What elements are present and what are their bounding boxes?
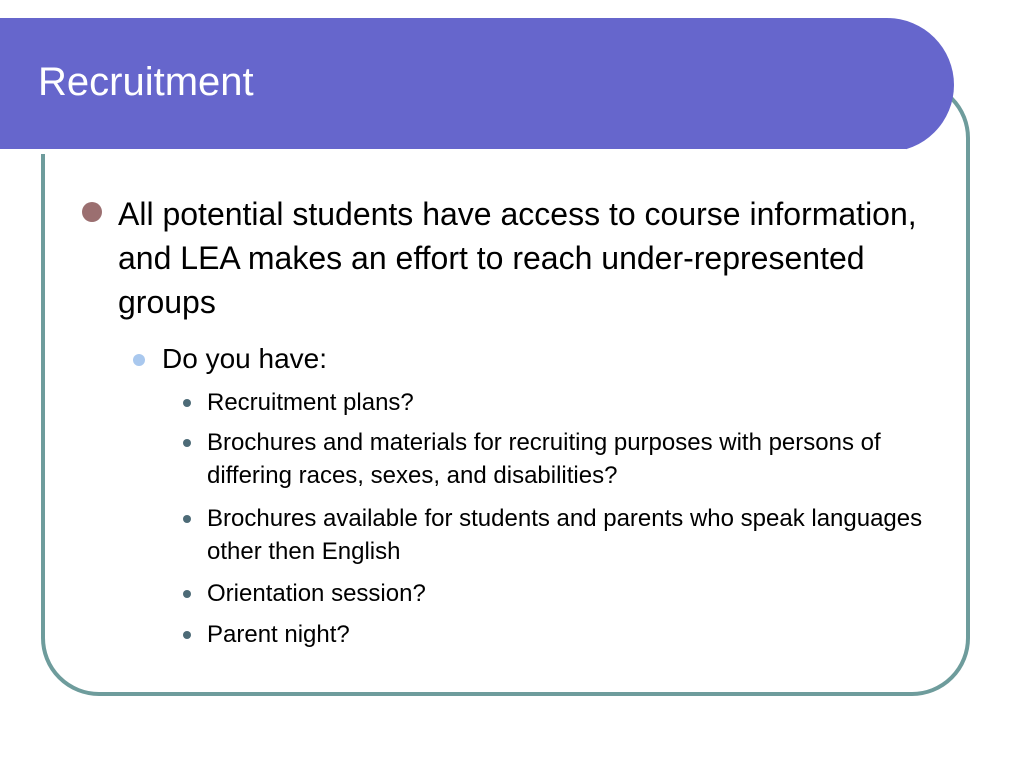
slide-title: Recruitment [38,60,254,104]
question-item: Parent night? [207,621,350,648]
bullet-level3-icon [183,631,191,639]
title-underline [0,149,906,154]
question-item: Brochures available for students and parents who speak languages other then English [207,505,923,565]
main-point: All potential students have access to course information, and LEA makes an effort to reach under-represented groups [118,196,917,320]
sub-point: Do you have: [162,343,327,374]
bullet-level2-icon [133,354,145,366]
bullet-level3-icon [183,515,191,523]
question-item: Orientation session? [207,580,426,607]
question-item: Brochures and materials for recruiting purposes with persons of differing races, sexes, and disabilities? [207,429,881,489]
title-bar [0,18,954,152]
question-item: Recruitment plans? [207,389,414,416]
bullet-level3-icon [183,590,191,598]
bullet-level1-icon [82,202,102,222]
bullet-level3-icon [183,439,191,447]
bullet-level3-icon [183,399,191,407]
